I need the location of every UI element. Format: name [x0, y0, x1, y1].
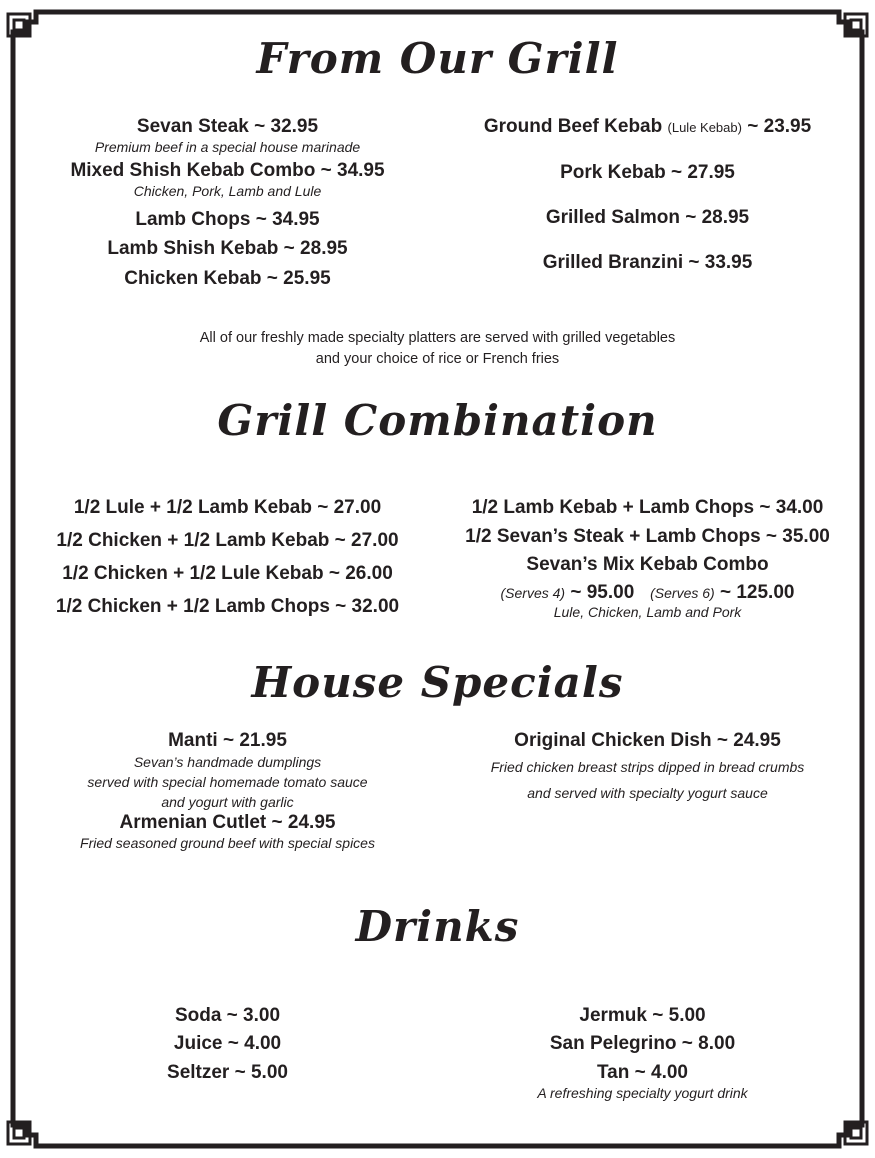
combo-item: 1/2 Sevan’s Steak + Lamb Chops ~ 35.00	[465, 526, 830, 547]
menu-item-lamb-chops: Lamb Chops ~ 34.95	[135, 209, 320, 230]
serves-6-label: (Serves 6)	[650, 585, 715, 601]
drinks-left-column	[30, 1005, 425, 1084]
drinks-right-column	[450, 1005, 835, 1103]
combo-mix-prices	[450, 582, 845, 604]
menu-item-price: ~ 23.95	[747, 116, 812, 137]
menu-item-desc: served with special homemade tomato sauce	[87, 774, 368, 790]
combo-left-column	[30, 497, 425, 618]
menu-item-mixed-shish: Mixed Shish Kebab Combo ~ 34.95	[70, 160, 385, 181]
menu-item-lamb-shish: Lamb Shish Kebab ~ 28.95	[107, 238, 348, 259]
combo-item: 1/2 Lule + 1/2 Lamb Kebab ~ 27.00	[73, 497, 382, 518]
menu-item-ground-beef-kebab	[450, 116, 845, 139]
menu-item-sevan-steak: Sevan Steak ~ 32.95	[136, 116, 319, 137]
serves-4-label: (Serves 4)	[500, 585, 566, 601]
menu-item-pork-kebab: Pork Kebab ~ 27.95	[560, 162, 735, 183]
menu-item-grilled-salmon: Grilled Salmon ~ 28.95	[545, 207, 750, 228]
combo-mix-desc: Lule, Chicken, Lamb and Pork	[553, 604, 742, 620]
combo-item: 1/2 Chicken + 1/2 Lule Kebab ~ 26.00	[62, 563, 393, 584]
drink-item: San Pelegrino ~ 8.00	[549, 1033, 736, 1054]
drink-item: Juice ~ 4.00	[173, 1033, 282, 1054]
platter-note	[0, 328, 875, 370]
section-title-combination: Grill Combination	[217, 396, 658, 445]
menu-item-desc: and yogurt with garlic	[161, 794, 294, 810]
drink-desc: A refreshing specialty yogurt drink	[537, 1085, 748, 1101]
drink-item: Seltzer ~ 5.00	[167, 1062, 288, 1083]
house-right-column	[450, 730, 845, 806]
platter-note-line: and your choice of rice or French fries	[315, 351, 560, 367]
menu-item-desc: Sevan’s handmade dumplings	[133, 754, 322, 770]
serves-4-price: ~ 95.00	[570, 582, 635, 603]
drink-item: Tan ~ 4.00	[596, 1062, 688, 1083]
menu-item-subname: (Lule Kebab)	[667, 120, 742, 135]
menu-item-manti: Manti ~ 21.95	[168, 730, 287, 751]
menu-item-original-chicken-dish: Original Chicken Dish ~ 24.95	[514, 730, 781, 751]
serves-6-price: ~ 125.00	[719, 582, 795, 603]
menu-item-chicken-kebab: Chicken Kebab ~ 25.95	[124, 268, 331, 289]
menu-item-desc: Fried chicken breast strips dipped in bread crumbs	[490, 759, 805, 775]
combo-item-mix: Sevan’s Mix Kebab Combo	[526, 554, 769, 575]
grill-right-column	[450, 116, 845, 274]
section-title-house-specials: House Specials	[251, 658, 624, 707]
combo-item: 1/2 Chicken + 1/2 Lamb Kebab ~ 27.00	[56, 530, 399, 551]
menu-item-desc: Fried seasoned ground beef with special spices	[80, 835, 375, 851]
menu-item-desc: Premium beef in a special house marinade	[94, 139, 361, 155]
drink-item: Soda ~ 3.00	[174, 1005, 281, 1026]
platter-note-line: All of our freshly made specialty platters are served with grilled vegetables	[199, 330, 676, 346]
combo-right-column	[450, 497, 845, 620]
grill-left-column	[30, 116, 425, 290]
menu-item-name: Ground Beef Kebab	[483, 116, 663, 137]
menu-item-armenian-cutlet: Armenian Cutlet ~ 24.95	[119, 812, 336, 833]
section-title-drinks: Drinks	[355, 902, 520, 951]
combo-item: 1/2 Lamb Kebab + Lamb Chops ~ 34.00	[471, 497, 824, 518]
menu-item-grilled-branzini: Grilled Branzini ~ 33.95	[542, 252, 753, 273]
menu-item-desc: Chicken, Pork, Lamb and Lule	[133, 183, 322, 199]
section-title-grill: From Our Grill	[256, 34, 619, 83]
house-left-column	[30, 730, 425, 853]
combo-item: 1/2 Chicken + 1/2 Lamb Chops ~ 32.00	[55, 596, 400, 617]
drink-item: Jermuk ~ 5.00	[579, 1005, 706, 1026]
menu-item-desc: and served with specialty yogurt sauce	[527, 785, 768, 801]
